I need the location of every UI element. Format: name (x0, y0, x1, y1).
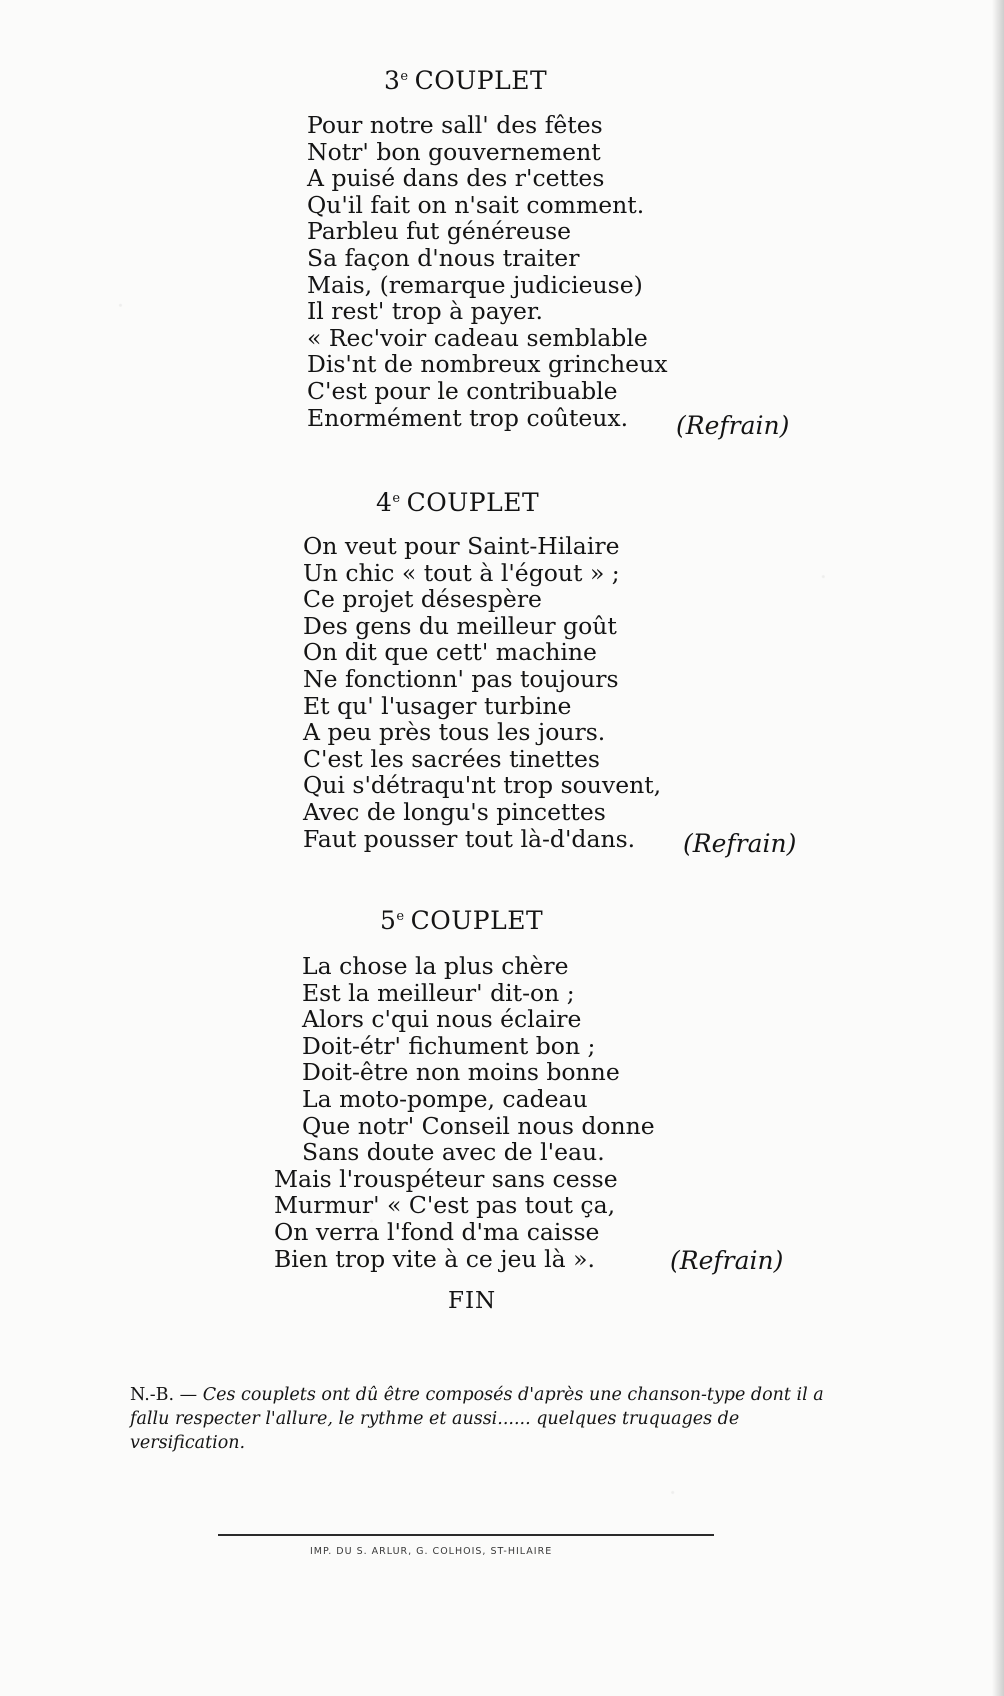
verse-line: Qu'il fait on n'sait comment. (307, 190, 645, 219)
footer-rule (218, 1534, 714, 1536)
couplet-5-number: 5 (380, 906, 397, 935)
verse-line: « Rec'voir cadeau semblable (307, 323, 648, 352)
couplet-3-verse (307, 112, 667, 431)
verse-line: Doit-être non moins bonne (302, 1058, 620, 1087)
verse-line: Parbleu fut généreuse (307, 217, 572, 246)
couplet-5-refrain: (Refrain) (670, 1246, 784, 1275)
couplet-4-verse (303, 533, 661, 852)
couplet-4-number: 4 (376, 488, 393, 517)
verse-line: Faut pousser tout là-d'dans. (303, 824, 636, 853)
verse-line: Il rest' trop à payer. (307, 297, 544, 326)
verse-line: Doit-étr' fichument bon ; (302, 1031, 596, 1060)
verse-line: A puisé dans des r'cettes (307, 164, 605, 193)
couplet-3-heading (384, 66, 547, 95)
couplet-5-verse (274, 953, 655, 1272)
verse-line: Mais, (remarque judicieuse) (307, 270, 643, 299)
verse-line: A peu près tous les jours. (303, 718, 606, 747)
page-edge-shadow (992, 0, 1004, 1696)
footnote-text: Ces couplets ont dû être composés d'après une chanson-type dont il a fallu respecter l'allure, le rythme et aussi...... quelques truquages de versification. (130, 1385, 824, 1453)
verse-line: Alors c'qui nous éclaire (302, 1005, 582, 1034)
verse-line: Que notr' Conseil nous donne (302, 1111, 655, 1140)
verse-line: C'est pour le contribuable (307, 376, 618, 405)
couplet-5-heading (380, 906, 543, 935)
couplet-3-ordinal: e (400, 68, 409, 84)
couplet-3-title: COUPLET (414, 66, 548, 95)
verse-line: La chose la plus chère (302, 952, 569, 980)
couplet-4-title: COUPLET (406, 488, 540, 517)
verse-line: Bien trop vite à ce jeu là ». (274, 1244, 595, 1273)
verse-line: On veut pour Saint-Hilaire (303, 532, 620, 560)
verse-line: Notr' bon gouvernement (307, 137, 601, 166)
verse-line: C'est les sacrées tinettes (303, 744, 600, 773)
verse-line: Murmur' « C'est pas tout ça, (274, 1191, 616, 1220)
verse-line: On dit que cett' machine (303, 638, 597, 667)
verse-line: Dis'nt de nombreux grincheux (307, 350, 668, 379)
verse-line: Avec de longu's pincettes (303, 797, 606, 826)
couplet-3-refrain: (Refrain) (676, 411, 790, 440)
printer-credit: IMP. DU S. ARLUR, G. COLHOIS, ST-HILAIRE (310, 1546, 553, 1557)
couplet-5-title: COUPLET (410, 906, 544, 935)
couplet-4-heading (376, 488, 539, 517)
couplet-4-refrain: (Refrain) (683, 829, 797, 858)
verse-line: Sans doute avec de l'eau. (302, 1138, 605, 1167)
footnote-prefix: N.-B. — (130, 1385, 198, 1405)
verse-line: Est la meilleur' dit-on ; (302, 978, 575, 1007)
couplet-4-ordinal: e (392, 490, 401, 506)
verse-line: Et qu' l'usager turbine (303, 691, 572, 720)
verse-line: Enormément trop coûteux. (307, 403, 629, 432)
verse-line: Ce projet désespère (303, 585, 542, 614)
couplet-3-number: 3 (384, 66, 401, 95)
footnote (130, 1383, 830, 1455)
end-marker: FIN (448, 1288, 497, 1314)
verse-line: Mais l'rouspéteur sans cesse (274, 1164, 618, 1193)
verse-line: Des gens du meilleur goût (303, 611, 617, 640)
verse-line: Ne fonctionn' pas toujours (303, 664, 619, 693)
verse-line: Un chic « tout à l'égout » ; (303, 558, 620, 587)
verse-line: La moto-pompe, cadeau (302, 1084, 588, 1113)
couplet-5-ordinal: e (396, 908, 405, 924)
verse-line: Qui s'détraqu'nt trop souvent, (303, 771, 662, 800)
verse-line: Pour notre sall' des fêtes (307, 111, 603, 139)
verse-line: Sa façon d'nous traiter (307, 243, 580, 272)
verse-line: On verra l'fond d'ma caisse (274, 1217, 600, 1246)
